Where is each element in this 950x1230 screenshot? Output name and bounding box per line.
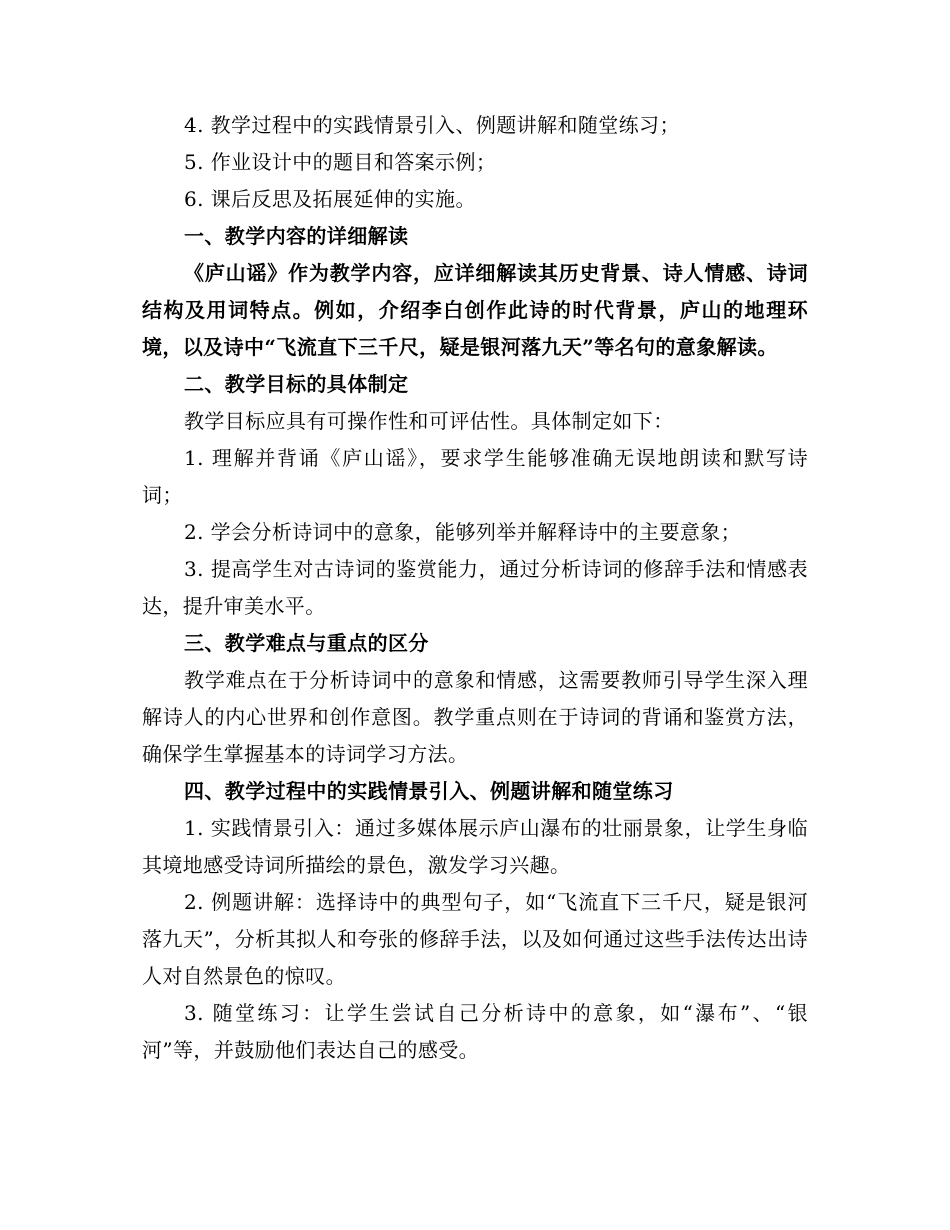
- list-item: 2. 学会分析诗词中的意象，能够列举并解释诗中的主要意象；: [184, 520, 742, 544]
- list-item: 1. 实践情景引入：通过多媒体展示庐山瀑布的壮丽景象，让学生身临其境地感受诗词所描绘的景色，激发学习兴趣。: [142, 816, 808, 877]
- list-item: 3. 随堂练习：让学生尝试自己分析诗中的意象，如“瀑布”、“银河”等，并鼓励他们表达自己的感受。: [142, 1001, 808, 1062]
- list-item: 1. 理解并背诵《庐山谣》，要求学生能够准确无误地朗读和默写诗词；: [142, 446, 808, 507]
- section-heading-4: 四、教学过程中的实践情景引入、例题讲解和随堂练习: [184, 779, 674, 803]
- list-item: 4. 教学过程中的实践情景引入、例题讲解和随堂练习；: [184, 113, 680, 137]
- section-heading-1: 一、教学内容的详细解读: [184, 224, 409, 248]
- list-item: 5. 作业设计中的题目和答案示例；: [184, 150, 497, 174]
- section-intro-2: 教学目标应具有可操作性和可评估性。具体制定如下：: [184, 409, 674, 433]
- section-body-3: 教学难点在于分析诗词中的意象和情感，这需要教师引导学生深入理解诗人的内心世界和创作意图。教学重点则在于诗词的背诵和鉴赏方法，确保学生掌握基本的诗词学习方法。: [142, 668, 808, 766]
- section-body-1: 《庐山谣》作为教学内容，应详细解读其历史背景、诗人情感、诗词结构及用词特点。例如，介绍李白创作此诗的时代背景，庐山的地理环境，以及诗中“飞流直下三千尺，疑是银河落九天”等名句的意象解读。: [142, 261, 808, 359]
- section-heading-2: 二、教学目标的具体制定: [184, 372, 409, 396]
- list-item: 6. 课后反思及拓展延伸的实施。: [184, 187, 476, 211]
- document-page: [142, 107, 808, 1069]
- list-item: 3. 提高学生对古诗词的鉴赏能力，通过分析诗词的修辞手法和情感表达，提升审美水平。: [142, 557, 808, 618]
- section-heading-3: 三、教学难点与重点的区分: [184, 631, 429, 655]
- list-item: 2. 例题讲解：选择诗中的典型句子，如“飞流直下三千尺，疑是银河落九天”，分析其拟人和夸张的修辞手法，以及如何通过这些手法传达出诗人对自然景色的惊叹。: [142, 890, 808, 988]
